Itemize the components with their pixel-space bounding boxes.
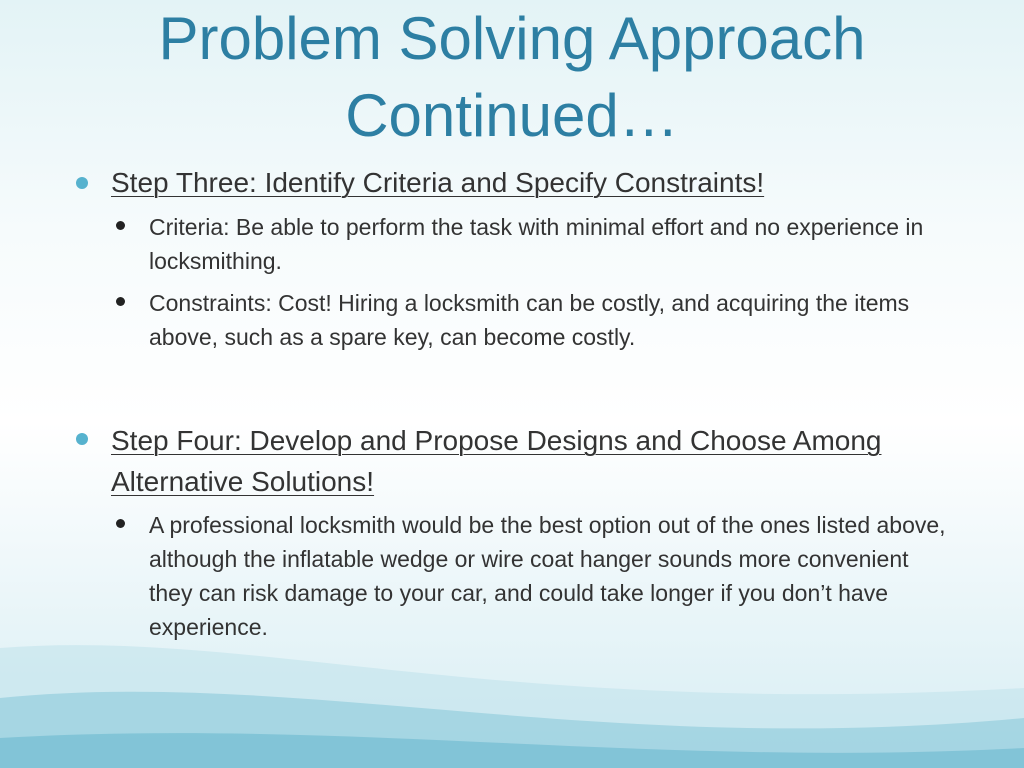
criteria-item: [116, 210, 946, 278]
step-three-item: [76, 164, 946, 201]
bullet-dot: [76, 177, 88, 189]
constraints-item: [116, 286, 946, 354]
solution-item: [116, 508, 946, 644]
step-four-item: [76, 420, 946, 502]
step-four-heading: Step Four: Develop and Propose Designs and Choose Among Alternative Solutions!: [111, 425, 882, 497]
bullet-dot: [116, 221, 125, 230]
bullet-dot: [76, 433, 88, 445]
slide-title: [40, 0, 984, 154]
constraints-text: Constraints: Cost! Hiring a locksmith can be costly, and acquiring the items above, such as a spare key, can become costly.: [149, 290, 910, 350]
solution-text: A professional locksmith would be the best option out of the ones listed above, although the inflatable wedge or wire coat hanger sounds more convenient they can risk damage to your car, and could take longer if you don’t have experience.: [149, 512, 946, 640]
step-three-heading: Step Three: Identify Criteria and Specify Constraints!: [111, 167, 765, 198]
title-line-2: Continued…: [345, 82, 679, 149]
bullet-dot: [116, 297, 125, 306]
bullet-dot: [116, 519, 125, 528]
criteria-text: Criteria: Be able to perform the task with minimal effort and no experience in locksmithing.: [149, 214, 924, 274]
title-line-1: Problem Solving Approach: [158, 5, 866, 72]
